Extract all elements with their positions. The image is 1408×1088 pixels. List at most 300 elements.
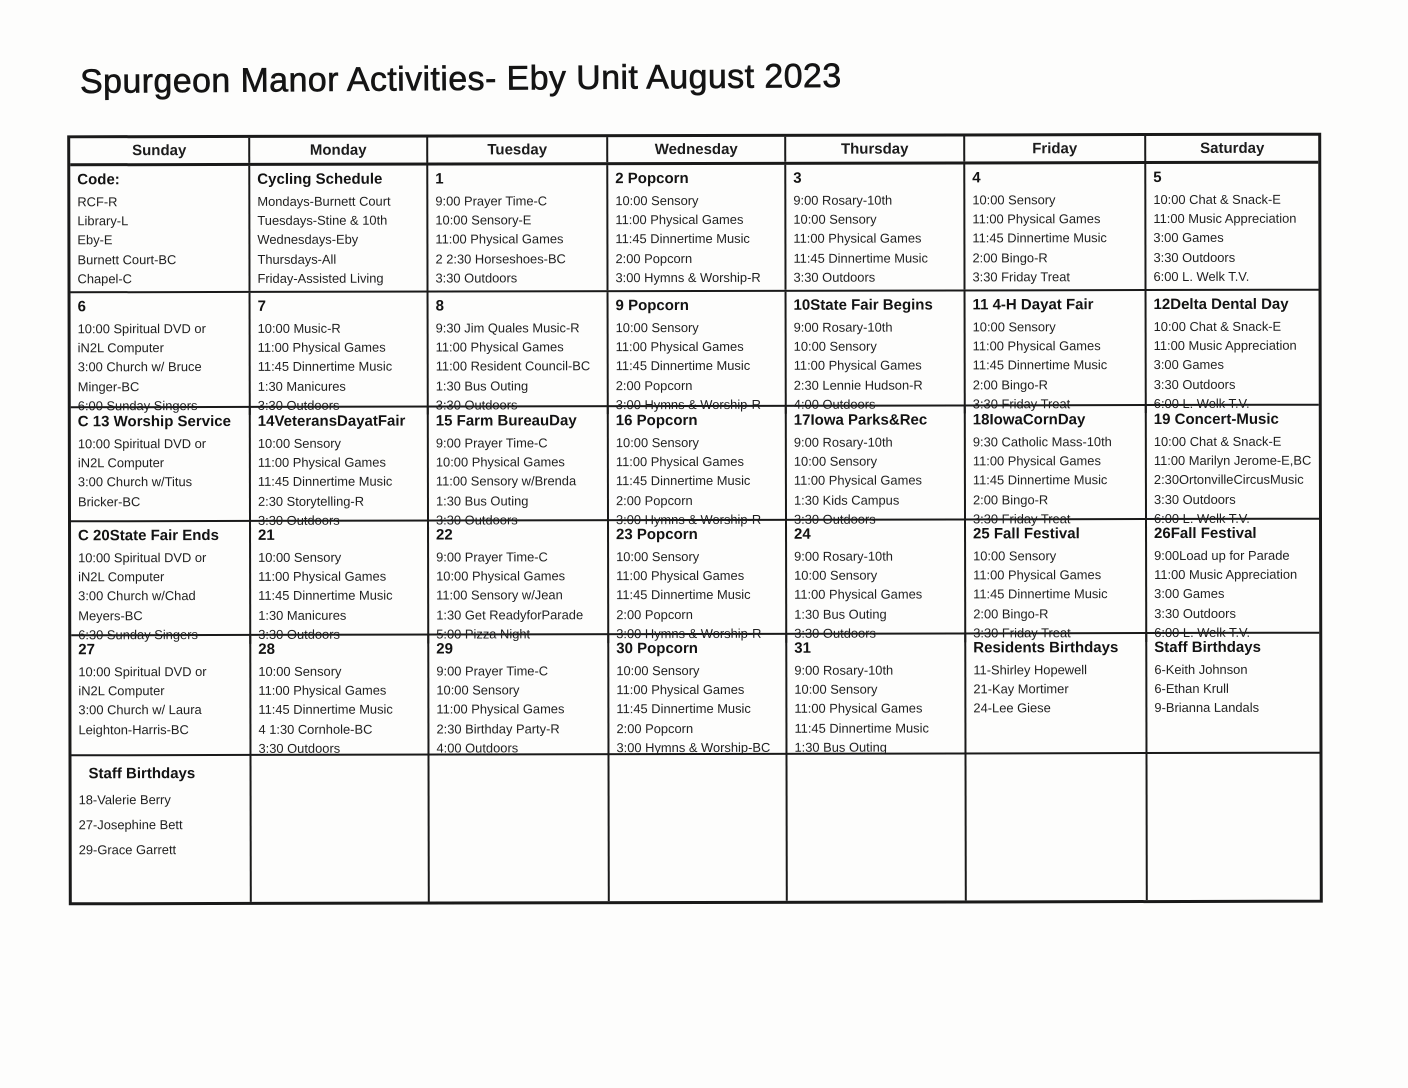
calendar-cell <box>429 635 609 757</box>
activity-line: 9:00 Prayer Time-C <box>435 193 548 209</box>
activity-line: 10:00 Sensory <box>794 567 878 583</box>
activity-line: 11:00 Music Appreciation <box>1153 210 1297 227</box>
activity-line: 11:00 Music Appreciation <box>1153 337 1297 354</box>
activity-line: 2:00 Popcorn <box>615 377 693 393</box>
cell-day-header: 5 <box>1153 169 1162 187</box>
activity-line: 3:30 Friday Treat <box>972 269 1070 285</box>
activity-line: 11:45 Dinnertime Music <box>794 720 929 736</box>
activity-line: 11:00 Resident Council-BC <box>435 358 591 374</box>
cell-day-header: 29 <box>436 640 453 658</box>
activity-line: 3:30 Outdoors <box>793 511 876 527</box>
activity-line: 9-Brianna Landals <box>1154 700 1260 716</box>
activity-line: 9:00 Prayer Time-C <box>435 435 548 451</box>
activity-line: 10:00 Sensory <box>793 338 877 354</box>
activity-line: 11:45 Dinnertime Music <box>972 472 1108 488</box>
cell-activity-list <box>78 548 247 644</box>
activity-line: 11:45 Dinnertime Music <box>258 588 393 604</box>
cell-activity-list <box>258 662 425 758</box>
activity-line: Wednesdays-Eby <box>257 232 359 248</box>
activity-line: 6:00 Sunday Singers <box>77 397 198 414</box>
page-title: Spurgeon Manor Activities- Eby Unit August 2023 <box>79 57 842 101</box>
cell-activity-list <box>78 434 247 511</box>
cell-activity-list <box>794 317 962 413</box>
activity-line: 11:00 Physical Games <box>793 472 922 489</box>
activity-line: 29-Grace Garrett <box>78 842 177 858</box>
activity-line: 9:00 Prayer Time-C <box>436 549 548 565</box>
activity-line: 3:00 Church w/Chad <box>78 588 196 604</box>
activity-line: 11:00 Physical Games <box>794 700 923 717</box>
activity-line: 10:00 Sensory <box>616 662 700 679</box>
activity-line: 11:00 Physical Games <box>616 568 745 584</box>
cell-activity-list <box>616 433 783 529</box>
activity-line: 9:30 Catholic Mass-10th <box>972 434 1112 450</box>
calendar-cell <box>1147 754 1319 900</box>
activity-line: 2:30 Birthday Party-R <box>436 720 560 737</box>
cell-activity-list <box>616 547 783 643</box>
weekday-header-tuesday: Tuesday <box>428 137 608 162</box>
calendar-cell <box>609 635 787 757</box>
calendar-cell <box>1146 164 1318 289</box>
cell-day-header: 9 Popcorn <box>615 297 689 315</box>
cell-activity-list <box>973 432 1143 528</box>
activity-line: 3:30 Friday Treat <box>973 625 1071 641</box>
calendar-cell <box>966 520 1147 642</box>
cell-activity-list <box>616 661 783 757</box>
activity-line: 11:00 Physical Games <box>436 701 565 717</box>
cell-activity-list <box>972 190 1142 286</box>
activity-line: 10:00 Sensory <box>793 211 877 227</box>
activity-line: 3:00 Hymns & Worship-R <box>615 511 762 527</box>
activity-line: 1:30 Kids Campus <box>793 492 900 508</box>
calendar-cell <box>71 408 251 530</box>
cell-day-header: 19 Concert-Music <box>1153 410 1279 429</box>
activity-line: Minger-BC <box>77 378 140 394</box>
cell-activity-list <box>615 191 782 287</box>
activity-line: iN2L Computer <box>78 683 165 699</box>
activity-line: 1:30 Manicures <box>258 607 347 623</box>
activity-line: 11:00 Physical Games <box>972 453 1101 469</box>
activity-line: 10:00 Spiritual DVD or <box>77 321 206 337</box>
activity-line: 11:00 Physical Games <box>258 682 387 699</box>
activity-line: Leighton-Harris-BC <box>78 721 189 737</box>
weekday-header-wednesday: Wednesday <box>608 137 786 162</box>
calendar-cell <box>251 293 429 415</box>
activity-line: 11:00 Physical Games <box>257 339 386 356</box>
activity-line: 9:00 Rosary-10th <box>793 319 893 335</box>
activity-line: 11:45 Dinnertime Music <box>972 230 1107 246</box>
cell-day-header: 16 Popcorn <box>615 411 698 430</box>
activity-line: 2:00 Bingo-R <box>972 491 1049 508</box>
calendar-cell <box>787 634 966 756</box>
activity-line: iN2L Computer <box>77 455 165 471</box>
activity-line: 10:00 Sensory <box>615 192 699 209</box>
activity-line: 3:30 Outdoors <box>1153 491 1236 507</box>
activity-line: 3:30 Friday Treat <box>972 511 1071 527</box>
cell-activity-list <box>794 660 962 756</box>
activity-line: Library-L <box>77 213 129 229</box>
activity-line: 2:00 Popcorn <box>615 492 693 508</box>
calendar-cell <box>251 408 429 530</box>
cell-day-header: C 20State Fair Ends <box>78 526 219 545</box>
activity-line: 10:00 Sensory <box>972 319 1056 335</box>
calendar-cell <box>966 634 1147 756</box>
calendar-cell <box>965 164 1146 289</box>
activity-line: 5:00 Pizza Night <box>436 626 531 642</box>
activity-line: 11:00 Physical Games <box>972 211 1101 227</box>
activity-line: 10:00 Spiritual DVD or <box>77 436 207 452</box>
cell-day-header: 7 <box>257 297 266 315</box>
calendar-cell <box>429 521 609 643</box>
activity-line: 3:00 Games <box>1154 586 1225 602</box>
activity-line: 11:00 Physical Games <box>435 231 564 247</box>
cell-activity-list <box>1154 432 1317 528</box>
cell-activity-list <box>258 319 425 415</box>
activity-line: 10:00 Sensory <box>257 435 341 451</box>
activity-line: 1:30 Bus Outing <box>794 739 887 755</box>
activity-line: Chapel-C <box>77 270 132 287</box>
weekday-header-sunday: Sunday <box>70 138 250 163</box>
activities-calendar <box>67 133 1323 906</box>
activity-line: 11:00 Sensory w/Jean <box>436 587 563 603</box>
activity-line: iN2L Computer <box>77 340 164 356</box>
activity-line: 10:00 Sensory <box>616 548 700 565</box>
activity-line: 2:30 Storytelling-R <box>257 493 365 509</box>
activity-line: 9:00 Rosary-10th <box>794 662 894 678</box>
calendar-cell <box>71 636 251 758</box>
activity-line: 3:00 Hymns & Worship-R <box>615 269 761 285</box>
activity-line: 1:30 Bus Outing <box>435 377 529 394</box>
activity-line: 4:00 Outdoors <box>436 740 519 756</box>
activity-line: 3:30 Outdoors <box>258 626 340 642</box>
activity-line: 11:45 Dinnertime Music <box>793 250 928 266</box>
cell-day-header: 21 <box>258 526 275 544</box>
weekday-header-friday: Friday <box>965 136 1146 161</box>
activity-line: 11:00 Marilyn Jerome-E,BC <box>1153 452 1312 469</box>
cell-activity-list <box>1154 546 1317 642</box>
calendar-cell <box>966 754 1147 900</box>
activity-line: Burnett Court-BC <box>77 251 177 267</box>
activity-line: 2:00 Popcorn <box>616 606 693 622</box>
calendar-week-row <box>71 520 1319 643</box>
activity-line: 11:45 Dinnertime Music <box>257 359 393 375</box>
activity-line: 3:30 Outdoors <box>1153 249 1236 265</box>
cell-day-header: 18IowaCornDay <box>972 411 1086 429</box>
activity-line: 3:30 Outdoors <box>794 625 876 641</box>
cell-day-header: 1 <box>435 170 444 188</box>
activity-line: 6-Ethan Krull <box>1154 681 1229 697</box>
activity-line: 11:45 Dinnertime Music <box>615 358 751 374</box>
activity-line: 3:00 Hymns & Worship-BC <box>616 739 771 755</box>
activity-line: 11:45 Dinnertime Music <box>616 587 751 603</box>
activity-line: 10:00 Sensory <box>794 681 878 697</box>
activity-line: 9:00Load up for Parade <box>1154 547 1290 564</box>
cell-day-header: 17Iowa Parks&Rec <box>793 411 928 429</box>
activity-line: 3:00 Church w/Titus <box>77 474 193 490</box>
cell-activity-list <box>78 319 247 415</box>
activity-line: 2:30OrtonvilleCircusMusic <box>1153 472 1304 488</box>
calendar-cell <box>1147 291 1319 413</box>
activity-line: 10:00 Chat & Snack-E <box>1153 433 1282 450</box>
cell-activity-list <box>257 192 424 288</box>
activity-line: 3:00 Hymns & Worship-R <box>615 396 761 412</box>
activity-line: 3:00 Church w/ Laura <box>78 702 202 718</box>
activity-line: 11:45 Dinnertime Music <box>615 231 750 247</box>
activity-line: 2:00 Bingo-R <box>972 249 1048 266</box>
cell-day-header: 27 <box>78 641 95 659</box>
activity-line: Friday-Assisted Living <box>257 270 384 286</box>
calendar-week-row <box>71 291 1319 414</box>
activity-line: 11:00 Physical Games <box>615 339 744 355</box>
cell-day-header: 31 <box>794 639 811 657</box>
activity-line: 24-Lee Giese <box>973 700 1051 716</box>
activity-line: 10:00 Spiritual DVD or <box>78 550 207 566</box>
calendar-cell <box>251 522 429 644</box>
weekday-header-saturday: Saturday <box>1200 139 1265 157</box>
weekday-header-row <box>70 136 1318 167</box>
calendar-cell <box>251 756 429 902</box>
calendar-cell <box>429 407 609 529</box>
activity-line: 9:30 Jim Quales Music-R <box>435 320 580 336</box>
activity-line: 3:00 Hymns & Worship-R <box>616 625 762 641</box>
calendar-cell <box>70 166 250 291</box>
activity-line: 10:00 Sensory-E <box>435 212 532 228</box>
cell-day-header: Residents Birthdays <box>973 639 1119 657</box>
cell-day-header: 23 Popcorn <box>616 525 698 544</box>
activity-line: 4:00 Outdoors <box>793 396 876 412</box>
activity-line: 10:00 Physical Games <box>436 568 566 584</box>
activity-line: Thursdays-All <box>257 251 337 267</box>
activity-line: 11:00 Physical Games <box>258 568 387 585</box>
activity-line: 3:30 Outdoors <box>257 512 340 528</box>
cell-day-header: 4 <box>972 169 981 187</box>
activity-line: 10:00 Sensory <box>615 434 699 451</box>
activity-line: 11:45 Dinnertime Music <box>615 473 751 489</box>
cell-activity-list <box>1153 190 1316 286</box>
activity-line: 6:00 L. Welk T.V. <box>1153 395 1250 411</box>
cell-activity-list <box>436 547 605 643</box>
cell-activity-list <box>793 190 961 286</box>
activity-line: 10:00 Sensory <box>436 682 520 698</box>
activity-line: 1:30 Manicures <box>257 378 346 394</box>
activity-line: 2:00 Bingo-R <box>972 376 1048 393</box>
activity-line: 3:30 Outdoors <box>258 740 341 756</box>
cell-day-header: Code: <box>77 171 120 189</box>
activity-line: 10:00 Physical Games <box>435 454 565 470</box>
calendar-cell <box>429 292 609 414</box>
activity-line: 10:00 Spiritual DVD or <box>78 664 207 680</box>
activity-line: 11:00 Physical Games <box>435 339 564 355</box>
calendar-week-row <box>71 406 1319 528</box>
activity-line: 11:00 Physical Games <box>972 338 1101 354</box>
activity-line: 2:00 Bingo-R <box>973 605 1049 622</box>
calendar-week-row <box>71 634 1319 757</box>
activity-line: Eby-E <box>77 232 113 248</box>
calendar-cell <box>71 522 251 644</box>
activity-line: 11:00 Physical Games <box>616 682 745 698</box>
activity-line: 6:00 L. Welk T.V. <box>1153 268 1250 284</box>
cell-day-header: 28 <box>258 640 275 658</box>
calendar-cell <box>1147 520 1319 642</box>
cell-day-header: 26Fall Festival <box>1154 524 1257 543</box>
activity-line: 3:30 Outdoors <box>435 270 518 286</box>
cell-activity-list <box>616 318 783 414</box>
calendar-cell <box>787 406 966 528</box>
cell-activity-list <box>973 317 1143 413</box>
weekday-header-monday: Monday <box>250 138 428 163</box>
activity-line: 10:00 Sensory <box>258 663 342 679</box>
cell-day-header: 14VeteransDayatFair <box>257 412 406 430</box>
activity-line: 2 2:30 Horseshoes-BC <box>435 250 566 267</box>
calendar-body <box>70 164 1320 903</box>
activity-line: 11:00 Physical Games <box>615 212 744 228</box>
cell-day-header: 22 <box>436 526 453 544</box>
activity-line: 3:30 Outdoors <box>257 397 340 413</box>
cell-activity-list <box>77 192 246 288</box>
activity-line: 9:00 Prayer Time-C <box>436 663 549 679</box>
activity-line: 6:00 L. Welk T.V. <box>1154 624 1251 640</box>
activity-line: 11:45 Dinnertime Music <box>972 357 1108 373</box>
activity-line: 2:00 Popcorn <box>616 720 694 736</box>
cell-activity-list <box>436 433 605 529</box>
activity-line: 1:30 Bus Outing <box>435 492 529 509</box>
activity-line: 3:30 Outdoors <box>793 269 876 285</box>
activity-line: 6:30 Sunday Singers <box>78 626 198 643</box>
cell-activity-list <box>436 318 605 414</box>
calendar-cell <box>966 291 1147 413</box>
cell-day-header: Cycling Schedule <box>257 170 383 188</box>
activity-line: 10:00 Sensory <box>972 192 1056 208</box>
cell-day-header: 15 Farm BureauDay <box>435 412 577 430</box>
calendar-cell <box>609 407 787 529</box>
activity-line: Mondays-Burnett Court <box>257 193 391 209</box>
cell-activity-list <box>78 662 247 739</box>
activity-line: 3:30 Outdoors <box>1154 605 1236 621</box>
calendar-cell <box>787 520 966 642</box>
activity-line: 11:45 Dinnertime Music <box>616 701 751 717</box>
activity-line: 11:00 Physical Games <box>793 357 922 374</box>
cell-activity-list <box>435 191 604 287</box>
activity-line: 3:30 Friday Treat <box>972 396 1071 412</box>
calendar-cell <box>71 756 251 902</box>
calendar-week-row <box>70 164 1318 294</box>
cell-activity-list <box>258 434 425 530</box>
cell-day-header: 3 <box>793 169 802 187</box>
activity-line: Bricker-BC <box>77 493 141 509</box>
calendar-cell <box>251 636 429 758</box>
activity-line: 11:00 Physical Games <box>615 454 744 470</box>
activity-line: 9:00 Rosary-10th <box>793 192 893 208</box>
activity-line: 18-Valerie Berry <box>78 792 171 808</box>
activity-line: 21-Kay Mortimer <box>973 681 1069 697</box>
activity-line: 10:00 Sensory <box>793 453 878 469</box>
cell-activity-list <box>794 432 962 528</box>
calendar-cell <box>429 755 609 901</box>
calendar-cell <box>71 293 251 415</box>
calendar-cell <box>1147 634 1319 756</box>
activity-line: 3:30 Outdoors <box>435 397 518 413</box>
cell-activity-list <box>436 661 605 757</box>
activity-line: 6-Keith Johnson <box>1154 661 1248 678</box>
cell-day-header: 8 <box>435 297 444 315</box>
activity-line: 10:00 Sensory <box>973 548 1057 564</box>
activity-line: 11:00 Physical Games <box>257 454 386 471</box>
calendar-cell <box>428 165 608 290</box>
activity-line: 3:30 Outdoors <box>1153 376 1236 392</box>
activity-line: 3:00 Church w/ Bruce <box>77 359 202 375</box>
activity-line: 11:00 Physical Games <box>794 586 923 603</box>
cell-activity-list <box>79 790 248 860</box>
activity-line: 11:45 Dinnertime Music <box>257 474 393 490</box>
activity-line: Meyers-BC <box>78 607 143 623</box>
calendar-week-row <box>71 754 1319 903</box>
activity-line: 11:45 Dinnertime Music <box>973 586 1108 602</box>
calendar-cell <box>609 292 787 414</box>
cell-day-header: Staff Birthdays <box>88 765 196 783</box>
cell-day-header: 12Delta Dental Day <box>1153 295 1289 314</box>
calendar-cell <box>608 165 786 290</box>
activity-line: 1:30 Bus Outing <box>794 606 887 622</box>
cell-activity-list <box>794 546 962 642</box>
activity-line: RCF-R <box>77 194 118 210</box>
activity-line: 9:00 Rosary-10th <box>793 434 893 450</box>
activity-line: 11:00 Sensory w/Brenda <box>435 473 577 489</box>
cell-day-header: 25 Fall Festival <box>973 525 1080 543</box>
cell-activity-list <box>973 660 1143 718</box>
activity-line: 11:00 Physical Games <box>793 230 922 247</box>
calendar-cell <box>966 406 1147 528</box>
cell-day-header: 10State Fair Begins <box>793 296 933 314</box>
activity-line: 11:00 Music Appreciation <box>1154 566 1298 583</box>
activity-line: 11:45 Dinnertime Music <box>258 702 393 718</box>
activity-line: 2:30 Lennie Hudson-R <box>793 377 923 393</box>
activity-line: iN2L Computer <box>78 569 165 585</box>
calendar-cell <box>787 754 966 900</box>
activity-line: 27-Josephine Bett <box>78 817 183 833</box>
activity-line: 3:00 Games <box>1153 357 1224 373</box>
activity-line: 3:30 Outdoors <box>435 512 518 528</box>
calendar-cell <box>1147 406 1319 528</box>
cell-day-header: C 13 Worship Service <box>77 412 231 431</box>
activity-line: 9:00 Rosary-10th <box>794 548 893 564</box>
cell-day-header: 30 Popcorn <box>616 639 698 658</box>
activity-line: 10:00 Sensory <box>615 319 699 336</box>
activity-line: 10:00 Chat & Snack-E <box>1153 191 1281 208</box>
activity-line: 10:00 Music-R <box>257 320 341 336</box>
calendar-cell <box>787 291 966 413</box>
activity-line: 10:00 Chat & Snack-E <box>1153 318 1282 335</box>
activity-line: 10:00 Sensory <box>258 549 342 565</box>
activity-line: 1:30 Get ReadyforParade <box>436 606 584 623</box>
activity-line: 11:00 Physical Games <box>973 567 1102 583</box>
weekday-header-thursday: Thursday <box>786 136 965 161</box>
activity-line: 3:00 Games <box>1153 230 1224 246</box>
cell-day-header: 11 4-H Dayat Fair <box>972 296 1094 314</box>
cell-day-header: Staff Birthdays <box>1154 638 1261 657</box>
cell-day-header: 24 <box>794 525 811 543</box>
cell-activity-list <box>973 546 1143 642</box>
calendar-cell <box>609 755 787 901</box>
activity-line: 6:00 L. Welk T.V. <box>1153 510 1250 526</box>
cell-activity-list <box>1154 317 1317 413</box>
cell-day-header: 6 <box>77 298 86 316</box>
activity-line: 4 1:30 Cornhole-BC <box>258 721 373 737</box>
cell-day-header: 2 Popcorn <box>615 170 689 188</box>
calendar-cell <box>786 164 965 289</box>
calendar-cell <box>250 166 428 291</box>
calendar-cell <box>609 521 787 643</box>
activity-line: 11-Shirley Hopewell <box>973 662 1088 678</box>
activity-line: 2:00 Popcorn <box>615 250 693 266</box>
